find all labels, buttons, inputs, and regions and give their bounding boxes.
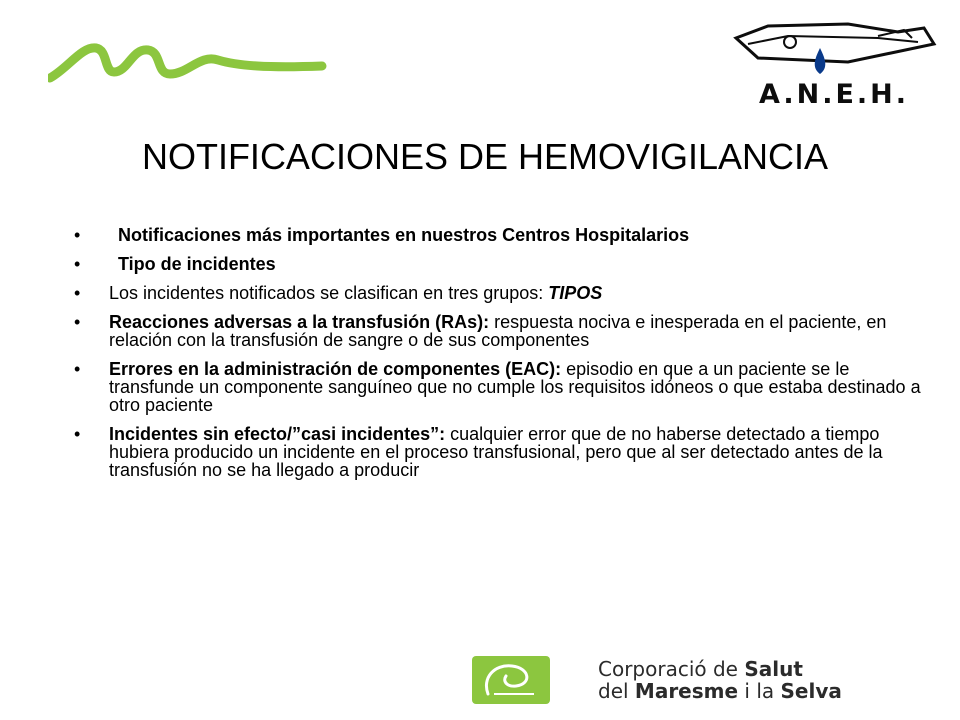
bullet-icon: •: [74, 359, 81, 379]
bullet-text: Los incidentes notificados se clasifican en tres grupos:: [109, 283, 549, 303]
bullet-icon: •: [74, 312, 81, 332]
bullet-icon: •: [74, 254, 81, 274]
bullet-list: [74, 226, 924, 490]
aneh-logo: [728, 18, 940, 110]
bullet-bold: Incidentes sin efecto/”casi incidentes”:: [109, 424, 446, 444]
bullet-text: respuesta nociva e inesperada en el paciente, en relación con la transfusión de sangre o de sus componentes: [109, 312, 887, 350]
bullet-text: episodio en que a un paciente se le transfunde un componente sanguíneo que no cumple los requisitos idóneos o que estaba destinado a otro paciente: [109, 359, 921, 415]
bullet-bold: Notificaciones más importantes en nuestros Centros Hospitalarios: [118, 225, 690, 245]
footer-text-part: i la: [738, 679, 781, 703]
footer-line-2: [598, 680, 842, 702]
wave-logo: [48, 38, 328, 90]
list-item: [74, 226, 924, 244]
list-item: [74, 313, 924, 349]
list-item: [74, 360, 924, 414]
footer-text-part: Corporació de: [598, 657, 745, 681]
footer-text-part: Salut: [744, 657, 803, 681]
bullet-bold: Errores en la administración de componentes (EAC):: [109, 359, 562, 379]
footer-text-part: Maresme: [634, 679, 739, 703]
bullet-icon: •: [74, 283, 81, 303]
list-item: [74, 284, 924, 302]
list-item: [74, 255, 924, 273]
aneh-label: A.N.E.H.: [758, 79, 910, 110]
bullet-italic: TIPOS: [548, 283, 603, 303]
aneh-emblem-icon: [728, 18, 940, 82]
list-item: [74, 425, 924, 479]
page-title: NOTIFICACIONES DE HEMOVIGILANCIA: [141, 136, 829, 177]
bullet-icon: •: [74, 424, 81, 444]
bullet-bold: Reacciones adversas a la transfusión (RAs):: [109, 312, 490, 332]
footer-text-part: del: [598, 679, 635, 703]
bullet-icon: •: [74, 225, 81, 245]
bullet-text: cualquier error que de no haberse detectado a tiempo hubiera producido un incidente en el proceso transfusional, pero que al ser detectado antes de la transfusión no se ha llegado a producir: [109, 424, 883, 480]
footer-text-part: Selva: [780, 679, 842, 703]
footer-line-1: [598, 658, 842, 680]
bullet-bold: Tipo de incidentes: [118, 254, 276, 274]
corporacio-emblem-icon: [472, 656, 550, 704]
corporacio-logo-text: [598, 658, 842, 702]
